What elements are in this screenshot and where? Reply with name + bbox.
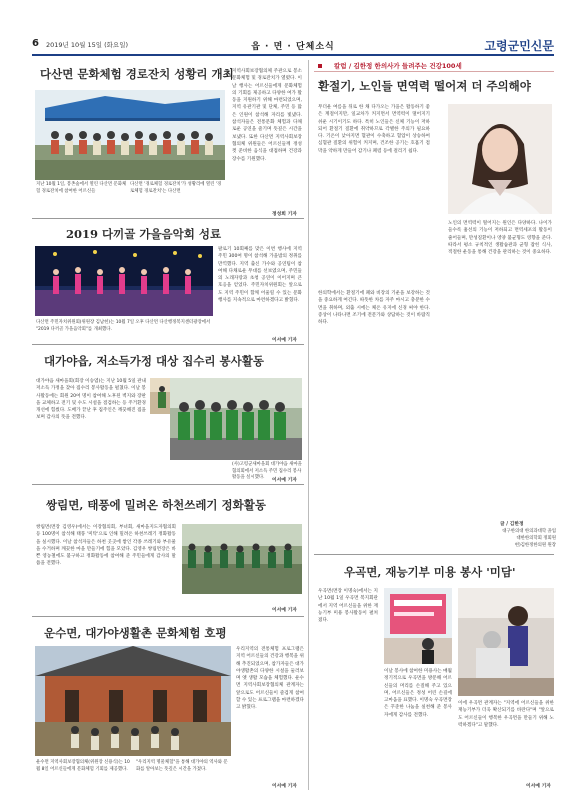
article3-author: 이서예 기자 [272, 478, 297, 483]
page-header [32, 38, 554, 52]
article5-headline: 운수면, 대가야생활촌 문화체험 호평 [44, 626, 227, 640]
article4-body: 쌍림면(면장 김영우)에서는 이장협의회, 부녀회, 새마을지도자협의회 등 100명이 참석해 태풍 '미탁'으로 인해 밀려온 하천쓰레기 정화활동을 실시했다. 이날 참석자들은 하천 곳곳에 쌓인 각종 쓰레기와 부유물을 수거하며 깨끗한 마을 만들기에 힘을 모았다. 김영우 쌍림면장은 바쁜 영농철에도 불구하고 정화활동에 참여해 준 주민들에게 감사의 말씀을 전했다. [36, 525, 176, 567]
column-kicker-bar [314, 60, 554, 72]
article2-headline: 2019 다끼골 가을음악회 성료 [66, 227, 222, 241]
column-body-2: 노인의 면역력이 떨어지는 원인은 다양하다. 나이가 들수록 흉선의 기능이 저하되고 면역세포의 활동이 줄어들며, 만성질환이나 영양 불균형도 영향을 준다. 따라서 평소 규칙적인 생활습관과 균형 잡힌 식사, 적절한 운동을 통해 건강을 관리하는 것이 중요하다. [448, 221, 552, 256]
article2-body: 팔로기 10회째를 맞은 이번 행사에 지역 주민 300여 명이 참석해 가을밤의 정취를 만끽했다. 지역 출신 가수와 공연팀이 참여해 다채로운 무대를 선보였으며, 주민들의 노래자랑과 초청 공연이 이어지며 큰 호응을 얻었다. 주민자치위원회는 앞으로도 지역 주민이 함께 어울릴 수 있는 문화 행사를 지속적으로 마련하겠다고 밝혔다. [218, 247, 302, 304]
article6-photo-haircut [458, 588, 554, 696]
article6-headline: 우곡면, 재능기부 미용 봉사 '미담' [344, 565, 516, 579]
article1-photo [35, 90, 225, 180]
divider [32, 484, 304, 485]
article1-headline: 다산면 문화체험 경로잔치 성황리 개최 [40, 67, 234, 81]
article4-author: 이서예 기자 [272, 608, 297, 613]
column-headline: 환절기, 노인들 면역력 떨어져 더 주의해야 [318, 79, 531, 93]
article3-body: 대가야읍 새마을회(회장 이승엽)는 지난 10월 5일 관내 저소득 가정을 찾아 집수리 봉사활동을 펼쳤다. 이날 봉사활동에는 회원 20여 명이 참여해 노후된 벽지와 장판을 교체하고 전기 및 수도 시설을 점검하는 등 주거환경 개선에 힘썼다. 도배가 끝난 후 집주인은 깨끗해진 집을 보며 감사의 뜻을 전했다. [36, 379, 146, 421]
divider [32, 616, 304, 617]
article2-caption: 다산면 주민자치위원회(위원장 김남헌)는 10월 7일 오후 다산면 다산행정복지센터광장에서 "2019 다끼골 가을음악회"를 개최했다. [36, 320, 211, 332]
article6-author: 이서예 기자 [526, 784, 551, 789]
article6-body-3: 이에 우곡면 관계자는 "지역에 어르신들을 위한 재능기부가 더욱 확산되기를 바란다"며 "앞으로도 어르신들이 행복한 우곡면을 만들기 위해 노력하겠다"고 말했다. [458, 701, 554, 728]
article5-photo [35, 646, 231, 756]
header-rule [32, 54, 554, 56]
column-divider [308, 60, 309, 790]
column-signature-title2: 대한한의학회 정회원 [516, 536, 556, 541]
column-signature: 글 / 김한정 [500, 522, 524, 527]
article1-author: 정성희 기자 [272, 212, 297, 217]
column-body-3: 한의학에서는 환절기에 폐와 비장의 기운을 보강하는 것을 중요하게 여긴다. 따뜻한 차를 자주 마시고 충분한 수면을 취하며, 외출 시에는 체온 유지에 신경 써야 한다. 증상이 나타나면 조기에 전문가와 상담하는 것이 바람직하다. [318, 291, 430, 326]
divider [32, 344, 304, 345]
page-number: 6 [32, 38, 39, 49]
article6-photo-sign [384, 588, 452, 664]
article6-body-1: 우곡면(면장 이명숙)에서는 지난 10월 1일 우곡면 복지회관에서 지역 어르신들을 위한 재능기부 미용 봉사활동이 펼쳐졌다. [318, 589, 378, 624]
article5-author: 이서예 기자 [272, 784, 297, 789]
article5-body: 우리지역의 전통체험 프로그램은 지역 어르신들의 건강과 행복을 위해 추진되었으며, 참가자들은 대가야생활촌의 다양한 시설을 둘러보며 옛 생활 모습을 체험했다. 운수면 지역사회보장협의체 관계자는 앞으로도 어르신들이 즐겁게 참여할 수 있는 프로그램을 마련하겠다고 밝혔다. [236, 647, 304, 711]
article1-caption-left: 지난 10월 1일, 봉촌숲에서 열린 다산면 문화체험 경로잔치에 참여한 어르신들 [36, 182, 127, 194]
article1-body: 지역사회보장협의체 주관으로 봉소 문화체험 및 경로잔치가 열렸다. 이날 행사는 어르신들에게 문화체험의 기회를 제공하고 다양한 여가 활동을 지원하기 위해 마련되었으며, 지역 유관기관 및 단체, 주민 등 많은 인원이 참석해 자리를 빛냈다. 참석자들은 전통문화 체험과 다채로운 공연을 즐기며 뜻깊은 시간을 보냈다. 또한 다산면 지역사회보장협의체 위원들은 어르신들께 정성껏 준비한 음식을 대접하며 건강과 장수를 기원했다. [232, 69, 302, 162]
columnist-portrait [448, 104, 552, 214]
article5-caption-right: "우리지역 명물체험"을 통해 대가야의 역사와 문화를 알아보는 뜻깊은 시간을 가졌다. [136, 760, 228, 772]
column-signature-title3: 현)김한정한의원 원장 [514, 543, 556, 548]
article2-author: 이서예 기자 [272, 338, 297, 343]
column-kicker: 칼럼 / 김한정 한의사가 들려주는 건강100세 [334, 62, 462, 70]
article3-caption: (사)고령군새마을회 대가야읍 새마을협의회에서 저소득 주민 집수리 봉사활동을 실시했다. [232, 462, 302, 480]
section-title: 읍 · 면 · 단체소식 [251, 42, 335, 52]
article5-caption-left: 운수면 지역사회보장협의체(위원장 신용식)는 10월 8일 어르신들에게 문화체험 기회를 제공했다. [36, 760, 130, 772]
article1-caption-right: 다산면 '경로체험 경로잔치'가 성황리에 열린 '경로체험 경로잔치'는 다산면 [130, 182, 222, 194]
divider [314, 554, 554, 555]
column-signature-title1: 대구한의대 한의과대학 졸업 [502, 529, 556, 534]
article3-headline: 대가야읍, 저소득가정 대상 집수리 봉사활동 [44, 354, 264, 368]
article2-photo [35, 246, 213, 316]
issue-date: 2019년 10월 15일 (화요일) [46, 41, 129, 49]
article4-photo [182, 524, 302, 594]
article3-photo-group [170, 378, 302, 460]
newspaper-name: 고령군민신문 [484, 39, 554, 53]
divider [32, 218, 304, 219]
kicker-bullet [318, 64, 322, 68]
article6-body-2: 이날 봉사에 참여한 미용사는 매월 정기적으로 우곡면을 방문해 어르신들의 머리를 손질해 주고 있으며, 어르신들은 정성 어린 손길에 고마움을 표했다. 이명숙 우곡면장은 꾸준한 나눔을 실천해 준 봉사자에게 감사를 전했다. [384, 669, 452, 718]
column-body-1: 무더운 여름을 뒤로 한 채 다가오는 가을은 활동하기 좋은 계절이지만, 일교차가 커지면서 면역력이 떨어지기 쉬운 시기이기도 하다. 특히 노인들은 신체 기능이 저하되어 환절기 질환에 취약하므로 각별한 주의가 필요하다. 기온이 낮아지면 혈관이 수축하고 혈압이 상승하여 심혈관 질환의 위험이 커지며, 건조한 공기는 호흡기 점막을 약하게 만들어 감기나 폐렴 등에 걸리기 쉽다. [318, 105, 430, 154]
article4-headline: 쌍림면, 태풍에 밀려온 하천쓰레기 정화활동 [46, 498, 266, 512]
